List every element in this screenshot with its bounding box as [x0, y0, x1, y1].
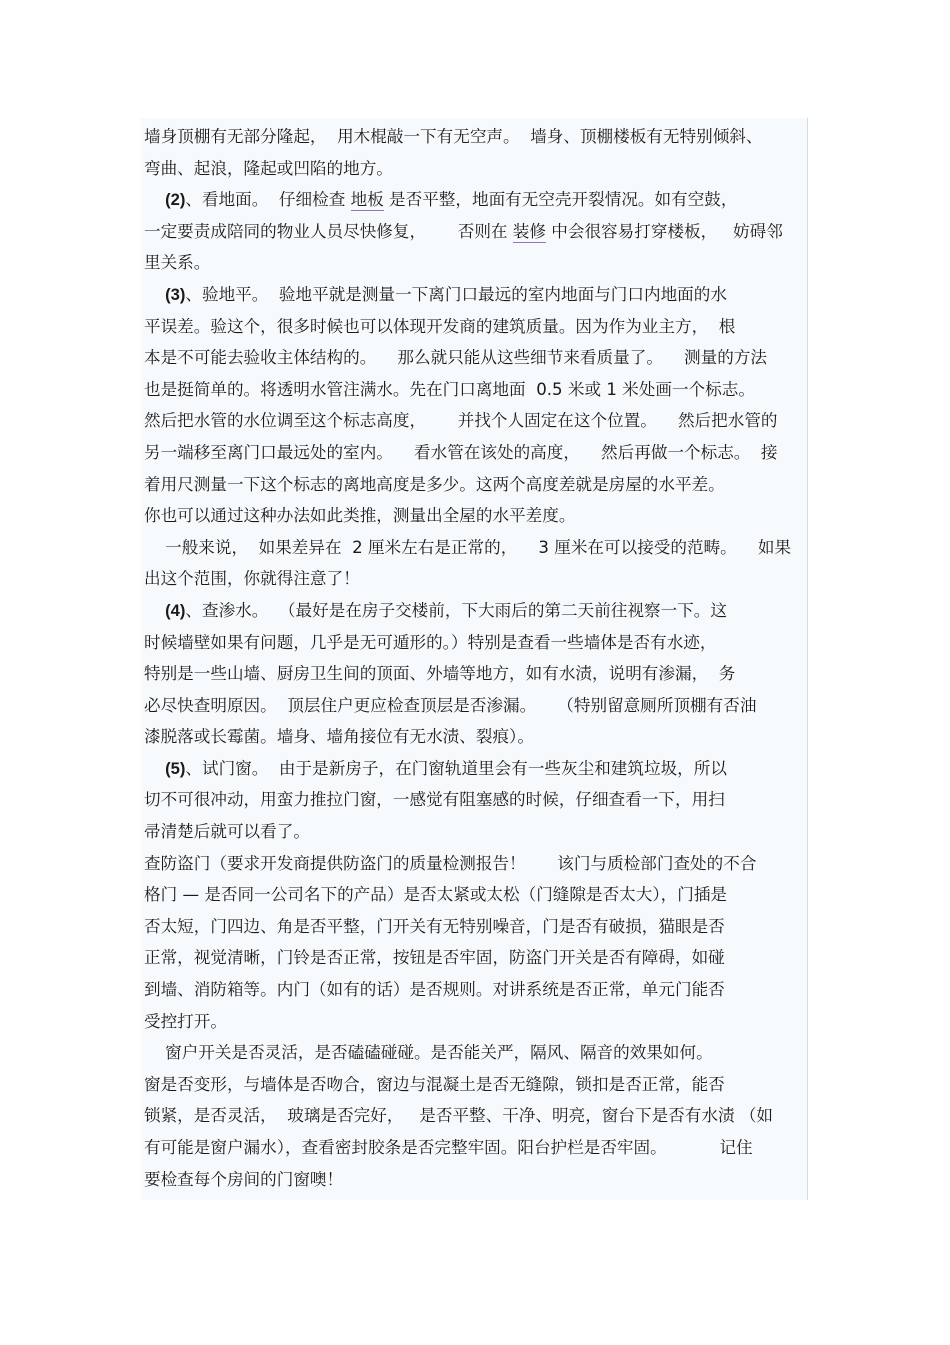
text-line: 漆脱落或长霉菌。墙身、墙角接位有无水渍、裂痕）。: [144, 727, 534, 747]
text-line: (2)、看地面。 仔细检查 地板 是否平整，地面有无空壳开裂情况。如有空鼓，: [165, 190, 738, 210]
text-line: (3)、验地平。 验地平就是测量一下离门口最远的室内地面与门口内地面的水: [165, 284, 727, 304]
text-line: 着用尺测量一下这个标志的离地高度是多少。这两个高度差就是房屋的水平差。: [144, 474, 725, 494]
text-line: 有可能是窗户漏水），查看密封胶条是否完整牢固。阳台护栏是否牢固。 记住: [144, 1138, 753, 1157]
text-line: 正常，视觉清晰，门铃是否正常，按钮是否牢固，防盗门开关是否有障碍，如碰: [144, 948, 725, 968]
text-line: 到墙、消防箱等。内门（如有的话）是否规则。对讲系统是否正常，单元门能否: [144, 980, 725, 1000]
text-line: (5)、试门窗。 由于是新房子，在门窗轨道里会有一些灰尘和建筑垃圾，所以: [165, 758, 727, 778]
text-line: 墙身顶棚有无部分隆起， 用木棍敲一下有无空声。 墙身、顶棚楼板有无特别倾斜、: [144, 127, 763, 146]
link-decoration[interactable]: 装修: [512, 221, 546, 241]
text-line: 否太短，门四边、角是否平整，门开关有无特别噪音，门是否有破损，猫眼是否: [144, 916, 725, 936]
text-line: 锁紧，是否灵活， 玻璃是否完好， 是否平整、干净、明亮，窗台下是否有水渍 （如: [144, 1106, 774, 1126]
link-floor[interactable]: 地板: [350, 190, 384, 210]
text-line: 出这个范围，你就得注意了！: [144, 569, 360, 589]
text-line: 里关系。: [144, 253, 211, 273]
text-line: 帚清楚后就可以看了。: [144, 822, 310, 842]
text-line: (4)、查渗水。 （最好是在房子交楼前，下大雨后的第二天前往视察一下。这: [165, 600, 727, 620]
text-line: 然后把水管的水位调至这个标志高度， 并找个人固定在这个位置。 然后把水管的: [144, 411, 778, 431]
text-line: 时候墙壁如果有问题，几乎是无可遁形的。）特别是查看一些墙体是否有水迹，: [144, 632, 717, 652]
text-line: 另一端移至离门口最远处的室内。 看水管在该处的高度， 然后再做一个标志。 接: [144, 442, 778, 462]
text-line: 也是挺简单的。将透明水管注满水。先在门口离地面 0.5 米或 1 米处画一个标志。: [144, 379, 755, 399]
text-line: 一定要责成陪同的物业人员尽快修复， 否则在 装修 中会很容易打穿楼板， 妨碍邻: [144, 221, 783, 241]
text-line: 特别是一些山墙、厨房卫生间的顶面、外墙等地方，如有水渍，说明有渗漏， 务: [144, 664, 736, 684]
item-number: (2): [165, 190, 186, 210]
text-line: 查防盗门（要求开发商提供防盗门的质量检测报告！ 该门与质检部门查处的不合: [144, 853, 757, 873]
text-line: 一般来说， 如果差异在 2 厘米左右是正常的， 3 厘米在可以接受的范畴。 如果: [144, 537, 792, 557]
text-line: 切不可很冲动，用蛮力推拉门窗，一感觉有阻塞感的时候，仔细查看一下，用扫: [144, 790, 725, 810]
item-number: (3): [165, 284, 186, 304]
text-line: 要检查每个房间的门窗噢！: [144, 1169, 344, 1189]
text-line: 受控打开。: [144, 1011, 227, 1031]
text-line: 格门 — 是否同一公司名下的产品）是否太紧或太松（门缝隙是否太大），门插是: [144, 885, 728, 905]
text-line: 本是不可能去验收主体结构的。 那么就只能从这些细节来看质量了。 测量的方法: [144, 348, 767, 368]
document-body: [144, 121, 809, 1195]
item-number: (5): [165, 758, 186, 778]
text-line: 平误差。验这个，很多时候也可以体现开发商的建筑质量。因为作为业主方， 根: [144, 316, 736, 336]
text-line: 必尽快查明原因。 顶层住户更应检查顶层是否渗漏。 （特别留意厕所顶棚有否油: [144, 695, 757, 715]
text-line: 窗是否变形，与墙体是否吻合，窗边与混凝土是否无缝隙，锁扣是否正常，能否: [144, 1074, 725, 1094]
text-line: 窗户开关是否灵活，是否磕磕碰碰。是否能关严，隔风、隔音的效果如何。: [144, 1043, 713, 1063]
text-line: 你也可以通过这种办法如此类推，测量出全屋的水平差度。: [144, 506, 576, 526]
item-number: (4): [165, 600, 186, 620]
text-line: 弯曲、起浪，隆起或凹陷的地方。: [144, 158, 393, 178]
